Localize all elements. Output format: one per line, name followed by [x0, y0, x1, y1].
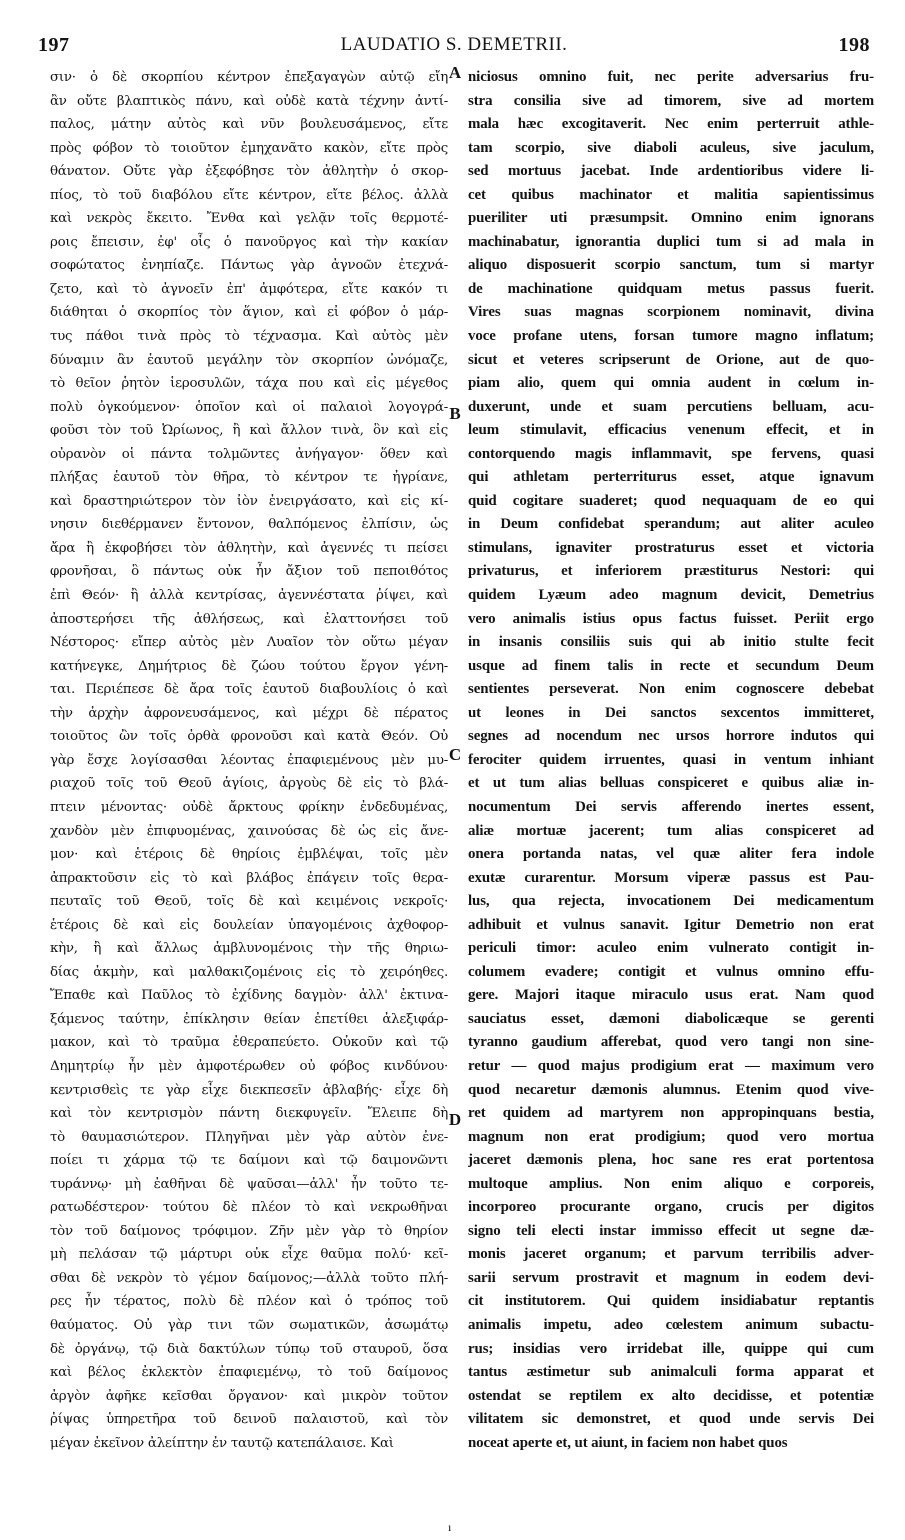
text-line: τυς πάθοι τινὰ πρὸς τὸ τέχνασμα. Καὶ αὐτὸς μὲν [50, 329, 448, 345]
text-line: μακον, καὶ τὸ τραῦμα ἐθεραπεύετο. Οὐκοῦν καὶ τῷ [50, 1035, 448, 1051]
section-marker-d: D [448, 1110, 462, 1129]
text-line: φοῦσι τὸν τοῦ Ὠρίωνος, ἢ καὶ ἄλλον τινὰ, ὃν καὶ εἰς [50, 423, 448, 439]
text-line: retur — quod majus prodigium erat — maximum vero [468, 1057, 874, 1074]
text-line: δύναμιν ἂν ἑαυτοῦ μεγάλην τὸν σκορπίον ὠνόμαζε, [50, 352, 448, 368]
text-line: onera portanda natas, vel quæ aliter fera indole [468, 846, 874, 863]
text-line: ροις ἔπεισιν, ἐφ' οἷς ὁ πανοῦργος καὶ τὴν κακίαν [50, 234, 448, 250]
text-line: sentientes perseverat. Non enim cognoscere debebat [468, 681, 874, 698]
text-line: θαύματος. Οὐ γὰρ τινι τῶν σωματικῶν, ἀσωμάτῳ [50, 1317, 448, 1333]
text-line: ρες ἦν τέρατος, πολὺ δὲ πλέον καὶ ὁ τρόπος τοῦ [50, 1294, 448, 1310]
text-line: κατήνεγκε, Δημήτριος δὲ ζώου τούτου ἔργον γένη- [50, 658, 448, 674]
page-number-left: 197 [38, 34, 70, 56]
text-line: ξάμενος ταύτην, ἐπίκλησιν θείαν ἐπετίθει ἀλεξιφάρ- [50, 1011, 448, 1027]
text-line: vero animalis istius opus factus fuisset. Periit ergo [468, 610, 874, 627]
text-line: κεντρισθεὶς τε γὰρ εἶχε διεκπεσεῖν ἀβλαβής· εἶχε δὴ [50, 1082, 448, 1098]
text-line: οὐρανὸν οἱ πάντα τολμῶντες ἀνήγαγον· ὅθεν καὶ [50, 446, 448, 462]
text-line: voce profane utens, forsan tumore magno inflatum; [468, 328, 874, 345]
text-line: multoque amplius. Non enim aliquo e corporeis, [468, 1175, 874, 1192]
text-line: aliæ mortuæ jacerent; tum alias conspiceret ad [468, 822, 874, 839]
text-line: τὸ θαυμασιώτερον. Πληγῆναι μὲν γὰρ αὐτὸν ἐνε- [50, 1129, 448, 1145]
text-line: πτειν μένοντας· οὐδὲ ἄρκτους φρίκην ἐνδεδυμένας, [50, 799, 448, 815]
text-line: tantus æstimetur sub animalculi forma apparat et [468, 1364, 874, 1381]
text-line: sarii servum prostravit et magnum in eodem devi- [468, 1269, 874, 1286]
text-line: pueriliter uti præsumpsit. Omnino enim ignorans [468, 210, 874, 227]
text-line: sicut et veteres scripserunt de Orione, aut de quo- [468, 351, 874, 368]
text-line: ἄρα ἢ ἐκφοβήσει τὸν ἀθλητὴν, καὶ ἀγεννές τι πείσει [50, 540, 448, 556]
text-line: qui athletam perterriturus esset, atque ignavum [468, 469, 874, 486]
text-line: ται. Περιέπεσε δὲ ἄρα τοῖς ἑαυτοῦ διαβουλίοις ὁ καὶ [50, 682, 448, 698]
text-line: ἀργὸν ἀφῆκε κεῖσθαι ὄργανον· καὶ μικρὸν τοῦτον [50, 1388, 448, 1404]
text-line: ζετο, καὶ τὸ ἀγνοεῖν ἐπ' ἀμφότερα, εἴτε κακόν τι [50, 281, 448, 297]
text-line: τὸ θεῖον ῥητὸν ἱεροσυλῶν, τάχα που καὶ εἰς μέγεθος [50, 376, 448, 392]
text-line: leum stimulavit, efficacius venenum effecit, et in [468, 422, 874, 439]
text-line: μὴ πελάσαν τῷ μάρτυρι οὐκ εἶχε θαῦμα πολύ· κεῖ- [50, 1247, 448, 1263]
text-line: ῥίψας ὑπηρετῆρα τοῦ δεινοῦ παλαιστοῦ, καὶ τὸν [50, 1412, 448, 1428]
text-line: aliquo disposuerit scorpio sanctum, tum si martyr [468, 257, 874, 274]
text-line: γὰρ ἔσχε λογίσασθαι λέοντας ἐπαφιεμένους μὲν μυ- [50, 752, 448, 768]
text-line: ποίει τι χάρμα τῷ τε δαίμονι καὶ τῷ δαιμονῶντι [50, 1153, 448, 1169]
text-line: gere. Majori itaque miraculo usus erat. Nam quod [468, 987, 874, 1004]
text-line: ostendat se reptilem ex alto decidisse, et potentiæ [468, 1387, 874, 1404]
text-line: πρὸς φόβον τὸ τοιοῦτον ἐμηχανᾶτο κακὸν, εἴτε πρὸς [50, 140, 448, 156]
text-line: nocumentum Dei servis afferendo inertes essent, [468, 798, 874, 815]
text-line: contorquendo magis inflammavit, spe fervens, quasi [468, 445, 874, 462]
text-line: τοιοῦτος ὢν τοῖς ὀρθὰ φρονοῦσι καὶ κατὰ Θεόν. Οὐ [50, 729, 448, 745]
section-marker-c: C [448, 745, 462, 764]
text-line: μον· καὶ ἑτέροις δὲ θηρίοις ἐμβλέψαι, τοῖς μὲν [50, 847, 448, 863]
text-line: incorporeo procurante organo, crucis per digitos [468, 1199, 874, 1216]
text-line: ἂν οὔτε βλαπτικὸς πάνυ, καὶ οὐδὲ κατὰ τέχνην ἀντί- [50, 93, 448, 109]
text-line: periculi timor: aculeo enim vulnerato contigit in- [468, 940, 874, 957]
text-line: πλήξας ἑαυτοῦ τὸν θῆρα, τὸ κέντρον τε ἠγρίανε, [50, 470, 448, 486]
text-line: τυράννῳ· μὴ ἐαθῆναι δὲ ψαῦσαι—ἀλλ' ἦν τοῦτο τε- [50, 1176, 448, 1192]
text-line: κὴν, ἢ καὶ ἄλλως ἀμβλυνομένοις τὴν τῆς θηριω- [50, 941, 448, 957]
text-line: πευταῖς τοῦ Θεοῦ, τοῖς δὲ καὶ κειμένοις νεκροῖς· [50, 894, 448, 910]
text-line: rus; insidias vero irridebat ille, quippe qui cum [468, 1340, 874, 1357]
text-line: διάθηται ὁ σκορπίος τὸν ἅγιον, καὶ εἰ φόβον ὁ μάρ- [50, 305, 448, 321]
text-line: tyranno gaudium afferebat, quod vero tangi non sine- [468, 1034, 874, 1051]
text-line: σοφώτατος ἐνηπίαζε. Πάντως γὰρ ἀγνοῶν ἐτεχνά- [50, 258, 448, 274]
text-line: ἀποστερήσει τῆς ἀθλήσεως, καὶ ἐλαττονήσει τοῦ [50, 611, 448, 627]
text-line: vilitatem sic demonstret, et quod unde servis Dei [468, 1411, 874, 1428]
text-line: νησιν διεθέρμανεν ἔντονον, θαλπόμενος ἐλπίσιν, ὡς [50, 517, 448, 533]
text-line: sauciatus esset, dæmoni diabolicæque se gerenti [468, 1010, 874, 1027]
text-line: παλος, μάτην αὐτὸς καὶ νῦν βουλευσάμενος, εἴτε [50, 117, 448, 133]
text-line: ferociter quidem irruentes, quasi in ventum inhiant [468, 751, 874, 768]
text-line: sed mortuus jacebat. Inde ardentioribus videre li- [468, 163, 874, 180]
page-number-right: 198 [838, 34, 870, 56]
text-line: magnum non erat prodigium; quod vero mortua [468, 1128, 874, 1145]
text-line: πίος, τὸ τοῦ διαβόλου εἴτε κέντρον, εἴτε βέλος. ἀλλὰ [50, 187, 448, 203]
text-line: μέγαν ἐκεῖνον ἀλείπτην ἐν ταυτῷ κατεπάλαισε. Καὶ [50, 1435, 394, 1451]
text-line: duxerunt, unde et suam percutiens belluam, acu- [468, 398, 874, 415]
text-line: animalis impetu, adeo cœlestem animum subactu- [468, 1316, 874, 1333]
text-line: σιν· ὁ δὲ σκορπίου κέντρον ἐπεξαγαγὼν αὐτῷ εἴη [50, 70, 448, 85]
text-line: ἐπὶ Θεόν· ἢ ἀλλὰ κεντρίσας, ἀγεννέστατα ῥίψει, καὶ [50, 588, 448, 604]
text-line: τὴν ἀρχὴν ἀφρονευσάμενος, καὶ μέχρι δὲ πέρατος [50, 705, 448, 721]
text-line: et ut tum alias belluas conspiceret e quibus aliæ in- [468, 775, 874, 792]
text-line: cit institutorem. Qui quidem insidiabatur reptantis [468, 1293, 874, 1310]
text-line: adhibuit et vulnus sanavit. Igitur Demetrio non erat [468, 916, 874, 933]
text-line: σθαι δὲ νεκρὸν τὸ γέμον δαίμονος;—ἀλλὰ τοῦτο πλή- [50, 1270, 448, 1286]
running-header [38, 34, 870, 60]
text-line: τὸν τοῦ δαίμονος τρόφιμον. Ζῆν μὲν γὰρ τὸ θηρίον [50, 1223, 448, 1239]
text-line: θάνατον. Οὔτε γὰρ ἐξεφόβησε τὸν ἀθλητὴν ὁ σκορ- [50, 164, 448, 180]
text-line: ret quidem ad martyrem non appropinquans bestia, [468, 1105, 874, 1122]
text-line: δίας ἀκμὴν, καὶ μαλθακιζομένοις εἰς τὸ χειρόηθες. [50, 964, 448, 980]
text-line: ἑτέροις δὲ καὶ εἰς δουλείαν ὑπαγομένοις ἀχθοφορ- [50, 917, 448, 933]
section-marker-a: A [448, 63, 462, 82]
text-line: ut leones in Dei sanctos sexcentos immitteret, [468, 704, 874, 721]
text-line: stimulans, ignaviter prostraturus esset et victoria [468, 539, 874, 556]
text-line: monis jaceret organum; et parvum terribilis adver- [468, 1246, 874, 1263]
footer-mark: ı [448, 1520, 452, 1534]
text-line: columem evadere; contigit et vulnus omnino effu- [468, 963, 874, 980]
text-line: privaturus, et inferiorem præstiturus Nestori: qui [468, 563, 874, 580]
text-line: φρονῆσαι, ὃ πάντως οὐκ ἦν ἄξιον τοῦ πεποιθότος [50, 564, 448, 580]
text-line: mala hæc excogitaverit. Nec enim perterruit athle- [468, 116, 874, 133]
text-line: tam scorpio, sive diaboli aculeus, sive jaculum, [468, 139, 874, 156]
text-line: Vires suas magnas scorpionem nominavit, divina [468, 304, 874, 321]
text-line: καὶ τὸν κεντρισμὸν πάντη διεκφυγεῖν. Ἔλειπε δὴ [50, 1106, 448, 1122]
text-line: καὶ νεκρὸς ἔκειτο. Ἔνθα καὶ γελᾷν τοῖς θερμοτέ- [50, 211, 448, 227]
greek-text-column [50, 66, 448, 1455]
text-line: δὲ ὀργάνῳ, τῷ διὰ δακτύλων τύπῳ τοῦ σταυροῦ, ὅσα [50, 1341, 448, 1357]
text-line: de machinatione quidquam metus passus fuerit. [468, 280, 874, 297]
text-line: ριαχοῦ τοῖς τοῦ Θεοῦ ἁγίοις, ἀργοὺς δὲ εἰς τὸ βλά- [50, 776, 448, 792]
text-line: noceat aperte et, ut aiunt, in faciem non habet quos [468, 1434, 788, 1451]
text-line: πολὺ ὀγκούμενον· ὁποῖον καὶ οἱ παλαιοὶ λογογρά- [50, 399, 448, 415]
text-line: quod necaretur dæmonis alumnus. Etenim quod vive- [468, 1081, 874, 1098]
text-line: usque ad finem talis in recte et secundum Deum [468, 657, 874, 674]
text-line: Ἔπαθε καὶ Παῦλος τὸ ἐχίδνης δαγμὸν· ἀλλ' ἐκτινα- [50, 988, 448, 1004]
text-line: Νέστορος· εἴπερ αὐτὸς μὲν Λυαῖον τὸν οὕτω μέγαν [50, 635, 448, 651]
text-line: lus, qua rejecta, invocationem Dei medicamentum [468, 893, 874, 910]
text-line: niciosus omnino fuit, nec perite adversarius fru- [468, 69, 874, 85]
text-line: segnes ad nocendum nec ursos horrore indutos qui [468, 728, 874, 745]
text-line: ἀπρακτοῦσιν εἰς τὸ καὶ βλάβος ἐπάγειν τοῖς θερα- [50, 870, 448, 886]
text-line: machinabatur, ignorantia duplici tum si ad mala in [468, 233, 874, 250]
text-line: Δημητρίῳ ἦν μὲν ἀμφοτέρωθεν οὐ φόβος κινδύνου· [50, 1058, 448, 1074]
text-line: quidem Lyæum adeo magnum devicit, Demetrius [468, 587, 874, 604]
text-line: in Deum confidebat sperandum; aut aliter aculeo [468, 516, 874, 533]
text-line: piam alio, quem qui omnia audent in cœlum in- [468, 375, 874, 392]
text-line: jaceret dæmonis plena, hoc sane res erat portentosa [468, 1152, 874, 1169]
running-title: LAUDATIO S. DEMETRII. [340, 34, 568, 55]
text-line: χανδὸν μὲν ἐπιφυομένας, χαινούσας δὲ ὡς εἰς ἄνε- [50, 823, 448, 839]
text-line: stra consilia sive ad timorem, sive ad mortem [468, 92, 874, 109]
section-marker-b: B [449, 404, 461, 423]
text-line: in insanis consiliis suis qui ab initio stulte fecit [468, 634, 874, 651]
text-line: signo teli electi instar immisso effecit ut segne dæ- [468, 1222, 874, 1239]
text-line: exutæ curarentur. Morsum viperæ passus est Pau- [468, 869, 874, 886]
text-line: ρατωδέστερον· τούτου δὲ πλέον τὸ καὶ νεκρωθῆναι [50, 1200, 448, 1216]
text-line: cet quibus machinator et malitia sapientissimus [468, 186, 874, 203]
text-line: καὶ δραστηριώτερον τὸν ἰὸν ἐνειργάσατο, καὶ εἰς κί- [50, 493, 448, 509]
text-line: quid cogitare suaderet; quod nequaquam de eo qui [468, 492, 874, 509]
text-line: καὶ βέλος ἐκλεκτὸν ἐπαφιεμένῳ, τὸ τοῦ δαίμονος [50, 1365, 448, 1381]
latin-text-column [468, 66, 874, 1455]
